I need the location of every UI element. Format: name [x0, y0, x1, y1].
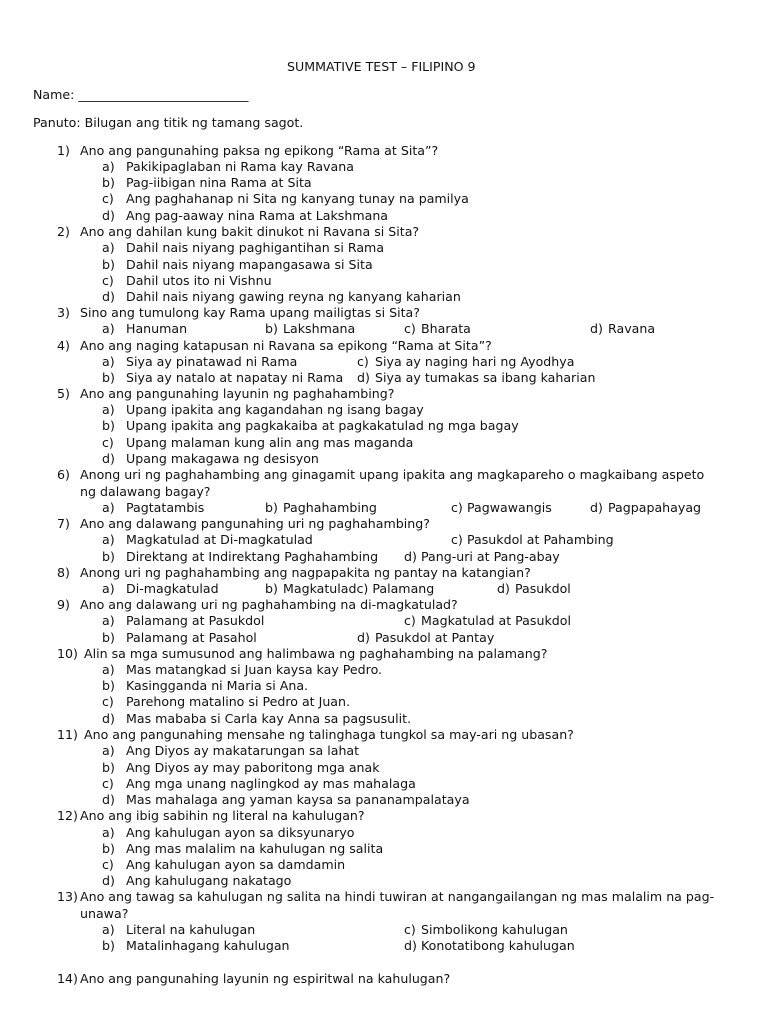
choice-letter: d) [497, 581, 510, 596]
question-number: 5) [57, 386, 70, 401]
choice-text: Siya ay tumakas sa ibang kaharian [375, 370, 596, 385]
question-number: 13) [57, 889, 78, 904]
question-text: Ano ang tawag sa kahulugan ng salita na hindi tuwiran at nangangailangan ng mas malalim na pag- [80, 889, 715, 904]
choice-letter: c) [404, 613, 416, 628]
choice-text: Pagwawangis [467, 500, 552, 515]
question-text: Ano ang pangunahing paksa ng epikong “Rama at Sita”? [80, 143, 439, 158]
question-text: Ano ang dalawang uri ng paghahambing na di-magkatulad? [80, 597, 458, 612]
choice-letter: d) [404, 549, 417, 564]
choice-text: Pag-iibigan nina Rama at Sita [126, 175, 312, 190]
question-number: 8) [57, 565, 70, 580]
choice-text: Pang-uri at Pang-abay [421, 549, 560, 564]
choice-letter: c) [102, 694, 114, 709]
question-text: Ano ang ibig sabihin ng literal na kahulugan? [80, 808, 365, 823]
choice-text: Di-magkatulad [126, 581, 219, 596]
choice-text: Ang Diyos ay may paboritong mga anak [126, 760, 380, 775]
choice-letter: b) [102, 678, 115, 693]
choice-text: Ang paghahanap ni Sita ng kanyang tunay na pamilya [126, 191, 469, 206]
choice-letter: b) [265, 321, 278, 336]
choice-text: Ang kahulugan ayon sa diksyunaryo [126, 825, 355, 840]
choice-letter: b) [265, 500, 278, 515]
choice-text: Siya ay natalo at napatay ni Rama [126, 370, 344, 385]
choice-letter: b) [102, 418, 115, 433]
question-number: 3) [57, 305, 70, 320]
name-field-line: Name: ___________________________ [33, 87, 249, 102]
choice-text: Upang ipakita ang pagkakaiba at pagkakatulad ng mga bagay [126, 418, 519, 433]
question-number: 7) [57, 516, 70, 531]
choice-letter: c) [451, 500, 463, 515]
choice-text: Mas matangkad si Juan kaysa kay Pedro. [126, 662, 383, 677]
choice-letter: d) [102, 873, 115, 888]
choice-letter: b) [102, 630, 115, 645]
page-title: SUMMATIVE TEST – FILIPINO 9 [287, 59, 476, 74]
choice-text: Paghahambing [283, 500, 377, 515]
choice-letter: a) [102, 662, 115, 677]
question-number: 4) [57, 338, 70, 353]
choice-letter: d) [357, 370, 370, 385]
choice-text: Upang ipakita ang kagandahan ng isang bagay [126, 402, 424, 417]
choice-letter: a) [102, 240, 115, 255]
question-text: Sino ang tumulong kay Rama upang mailigtas si Sita? [80, 305, 420, 320]
choice-letter: d) [357, 630, 370, 645]
choice-letter: b) [102, 841, 115, 856]
choice-letter: d) [102, 792, 115, 807]
choice-letter: c) [404, 922, 416, 937]
question-number: 1) [57, 143, 70, 158]
choice-text: Simbolikong kahulugan [421, 922, 568, 937]
choice-text: Matalinhagang kahulugan [126, 938, 290, 953]
choice-letter: a) [102, 354, 115, 369]
choice-text: Konotatibong kahulugan [421, 938, 575, 953]
choice-letter: d) [102, 289, 115, 304]
choice-letter: c) [451, 532, 463, 547]
question-number: 2) [57, 224, 70, 239]
choice-text: Lakshmana [283, 321, 356, 336]
instructions: Panuto: Bilugan ang titik ng tamang sagot. [33, 115, 304, 130]
choice-text: Parehong matalino si Pedro at Juan. [126, 694, 351, 709]
question-text: Ano ang pangunahing mensahe ng talinghaga tungkol sa may-ari ng ubasan? [84, 727, 574, 742]
choice-letter: b) [102, 938, 115, 953]
question-number: 14) [57, 971, 78, 986]
choice-letter: c) [102, 273, 114, 288]
question-number: 11) [57, 727, 78, 742]
choice-letter: c) [102, 191, 114, 206]
choice-letter: b) [102, 370, 115, 385]
choice-text: Pasukdol at Pahambing [467, 532, 614, 547]
choice-text: Direktang at Indirektang Paghahambing [126, 549, 379, 564]
choice-text: Magkatulad at Pasukdol [421, 613, 571, 628]
question-text-continued: ng dalawang bagay? [80, 484, 211, 499]
choice-text: Mas mahalaga ang yaman kaysa sa pananampalataya [126, 792, 470, 807]
choice-text: Ravana [608, 321, 656, 336]
choice-text: Dahil nais niyang mapangasawa si Sita [126, 257, 373, 272]
choice-letter: a) [102, 581, 115, 596]
choice-text: Dahil utos ito ni Vishnu [126, 273, 272, 288]
choice-letter: a) [102, 825, 115, 840]
choice-letter: a) [102, 402, 115, 417]
choice-text: Hanuman [126, 321, 188, 336]
question-text: Anong uri ng paghahambing ang nagpapakita ng pantay na katangian? [80, 565, 531, 580]
choice-letter: a) [102, 532, 115, 547]
choice-text: Dahil nais niyang gawing reyna ng kanyang kaharian [126, 289, 461, 304]
choice-letter: a) [102, 500, 115, 515]
choice-letter: d) [102, 711, 115, 726]
choice-text: Literal na kahulugan [126, 922, 256, 937]
question-number: 6) [57, 467, 70, 482]
question-text: Ano ang dalawang pangunahing uri ng paghahambing? [80, 516, 430, 531]
choice-text: Ang mga unang naglingkod ay mas mahalaga [126, 776, 416, 791]
choice-letter: a) [102, 159, 115, 174]
choice-letter: a) [102, 613, 115, 628]
choice-text: Ang Diyos ay makatarungan sa lahat [126, 743, 360, 758]
choice-letter: c) [102, 435, 114, 450]
choice-letter: c) [102, 857, 114, 872]
question-text-continued: unawa? [80, 906, 129, 921]
choice-letter: a) [102, 321, 115, 336]
question-text: Alin sa mga sumusunod ang halimbawa ng paghahambing na palamang? [84, 646, 548, 661]
choice-text: Magkatulad at Di-magkatulad [126, 532, 313, 547]
choice-text: Palamang at Pasukdol [126, 613, 265, 628]
choice-letter: d) [102, 451, 115, 466]
choice-letter: b) [102, 549, 115, 564]
choice-text: Palamang at Pasahol [126, 630, 257, 645]
choice-text: Dahil nais niyang paghigantihan si Rama [126, 240, 385, 255]
choice-text: Upang malaman kung alin ang mas maganda [126, 435, 414, 450]
question-text: Ano ang naging katapusan ni Ravana sa epikong “Rama at Sita”? [80, 338, 492, 353]
choice-text: Magkatuladc) Palamang [283, 581, 435, 596]
question-number: 10) [57, 646, 78, 661]
choice-text: Pagpapahayag [608, 500, 702, 515]
choice-text: Mas mababa si Carla kay Anna sa pagsusulit. [126, 711, 412, 726]
choice-text: Siya ay pinatawad ni Rama [126, 354, 298, 369]
choice-text: Pasukdol at Pantay [375, 630, 495, 645]
question-number: 9) [57, 597, 70, 612]
choice-letter: c) [102, 776, 114, 791]
choice-text: Pakikipaglaban ni Rama kay Ravana [126, 159, 354, 174]
choice-text: Ang kahulugan ayon sa damdamin [126, 857, 346, 872]
choice-letter: b) [102, 175, 115, 190]
choice-letter: b) [265, 581, 278, 596]
choice-letter: c) [404, 321, 416, 336]
choice-letter: c) [357, 354, 369, 369]
question-number: 12) [57, 808, 78, 823]
choice-letter: b) [102, 760, 115, 775]
choice-letter: d) [102, 208, 115, 223]
question-text: Anong uri ng paghahambing ang ginagamit upang ipakita ang magkapareho o magkaibang aspeto [80, 467, 705, 482]
choice-letter: d) [590, 500, 603, 515]
choice-text: Pasukdol [515, 581, 571, 596]
question-text: Ano ang dahilan kung bakit dinukot ni Ravana si Sita? [80, 224, 420, 239]
choice-letter: a) [102, 743, 115, 758]
choice-letter: a) [102, 922, 115, 937]
choice-text: Upang makagawa ng desisyon [126, 451, 319, 466]
choice-text: Bharata [421, 321, 471, 336]
question-text: Ano ang pangunahing layunin ng espiritwal na kahulugan? [80, 971, 451, 986]
question-text: Ano ang pangunahing layunin ng paghahambing? [80, 386, 395, 401]
choice-text: Siya ay naging hari ng Ayodhya [375, 354, 575, 369]
choice-text: Ang mas malalim na kahulugan ng salita [126, 841, 384, 856]
choice-text: Pagtatambis [126, 500, 205, 515]
choice-text: Ang pag-aaway nina Rama at Lakshmana [126, 208, 389, 223]
choice-letter: d) [590, 321, 603, 336]
choice-text: Kasingganda ni Maria si Ana. [126, 678, 309, 693]
choice-text: Ang kahulugang nakatago [126, 873, 292, 888]
choice-letter: d) [404, 938, 417, 953]
choice-letter: b) [102, 257, 115, 272]
